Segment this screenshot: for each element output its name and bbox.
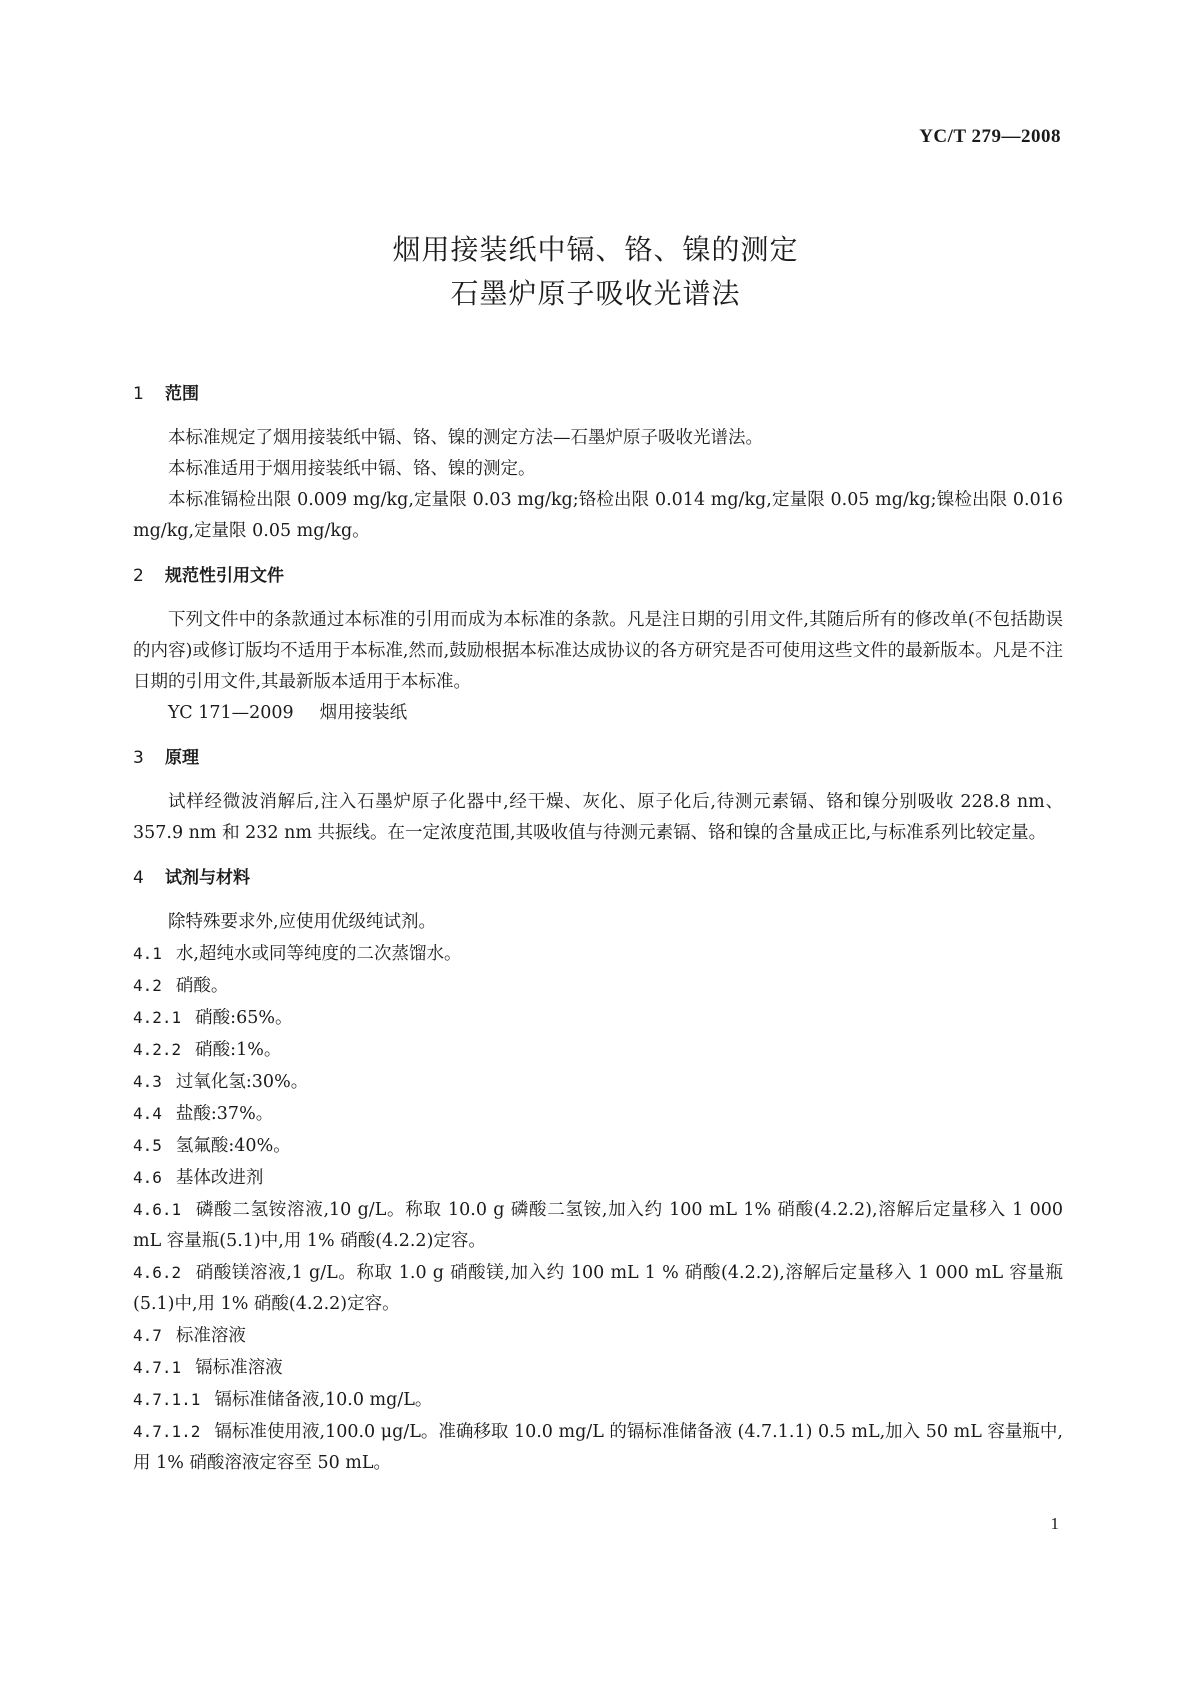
paragraph: 本标准规定了烟用接装纸中镉、铬、镍的测定方法—石墨炉原子吸收光谱法。 [168,428,763,448]
document-title [0,228,1191,316]
section-number: 2 [133,566,144,586]
paragraph: 试样经微波消解后,注入石墨炉原子化器中,经干燥、灰化、原子化后,待测元素镉、铬和镍分别吸收 228.8 nm、357.9 nm 和 232 nm 共振线。在一定浓度范围,其吸收值与待测元素镉、铬和镍的含量成正比,与标准系列比较定量。 [133,792,1063,843]
clause-list [133,938,1063,1479]
paragraph: 下列文件中的条款通过本标准的引用而成为本标准的条款。凡是注日期的引用文件,其随后所有的修改单(不包括勘误的内容)或修订版均不适用于本标准,然而,鼓励根据本标准达成协议的各方研究是否可使用这些文件的最新版本。凡是不注日期的引用文件,其最新版本适用于本标准。 [133,610,1063,692]
clause-number: 4.7.1.2 [133,1422,201,1441]
clause-text: 硝酸镁溶液,1 g/L。称取 1.0 g 硝酸镁,加入约 100 mL 1 % 硝酸(4.2.2),溶解后定量移入 1 000 mL 容量瓶(5.1)中,用 1% 硝酸(4.2.2)定容。 [133,1263,1063,1314]
section-heading-3 [133,743,1063,773]
clause-number: 4.7 [133,1326,162,1345]
paragraph: 除特殊要求外,应使用优级纯试剂。 [168,912,437,932]
reference-code: YC 171—2009 [168,703,294,723]
clause-item [133,1257,1063,1320]
clause-number: 4.4 [133,1104,162,1123]
clause-text: 镉标准使用液,100.0 μg/L。准确移取 10.0 mg/L 的镉标准储备液 (4.7.1.1) 0.5 mL,加入 50 mL 容量瓶中,用 1% 硝酸溶液定容至 50 mL。 [133,1422,1063,1473]
clause-text: 硝酸:65%。 [195,1008,293,1028]
section-title: 范围 [165,384,199,404]
clause-number: 4.2 [133,976,162,995]
clause-item [133,1066,1063,1098]
clause-text: 磷酸二氢铵溶液,10 g/L。称取 10.0 g 磷酸二氢铵,加入约 100 mL 1% 硝酸(4.2.2),溶解后定量移入 1 000 mL 容量瓶(5.1)中,用 1% 硝酸(4.2.2)定容。 [133,1200,1063,1251]
section-heading-4 [133,863,1063,893]
clause-number: 4.6.2 [133,1263,182,1282]
document-body [133,375,1063,1479]
clause-item [133,1320,1063,1352]
clause-item [133,970,1063,1002]
reference-title: 烟用接装纸 [319,703,408,723]
clause-text: 基体改进剂 [175,1168,264,1188]
clause-number: 4.6.1 [133,1200,182,1219]
clause-text: 镉标准储备液,10.0 mg/L。 [214,1390,433,1410]
section-heading-1 [133,379,1063,409]
clause-number: 4.6 [133,1168,162,1187]
section-title: 试剂与材料 [165,868,250,888]
title-line-1: 烟用接装纸中镉、铬、镍的测定 [392,233,799,266]
clause-number: 4.3 [133,1072,162,1091]
clause-item [133,1034,1063,1066]
section-number: 3 [133,748,144,768]
clause-number: 4.5 [133,1136,162,1155]
clause-item [133,1162,1063,1194]
clause-item [133,1098,1063,1130]
clause-item [133,938,1063,970]
paragraph: 本标准适用于烟用接装纸中镉、铬、镍的测定。 [168,459,536,479]
clause-item [133,1384,1063,1416]
section-title: 原理 [165,748,199,768]
section-heading-2 [133,561,1063,591]
normative-reference [133,698,1063,729]
clause-number: 4.2.2 [133,1040,182,1059]
clause-text: 盐酸:37%。 [175,1104,274,1124]
standard-code: YC/T 279—2008 [919,126,1061,147]
clause-item [133,1416,1063,1479]
clause-number: 4.7.1.1 [133,1390,201,1409]
clause-item [133,1002,1063,1034]
clause-text: 水,超纯水或同等纯度的二次蒸馏水。 [175,944,462,964]
paragraph: 本标准镉检出限 0.009 mg/kg,定量限 0.03 mg/kg;铬检出限 0.014 mg/kg,定量限 0.05 mg/kg;镍检出限 0.016 mg/kg,定量限 0.05 mg/kg。 [133,490,1063,541]
clause-text: 过氧化氢:30%。 [175,1072,309,1092]
clause-number: 4.7.1 [133,1358,182,1377]
clause-item [133,1194,1063,1257]
clause-text: 硝酸。 [175,976,229,996]
clause-number: 4.1 [133,944,162,963]
title-line-2: 石墨炉原子吸收光谱法 [450,277,741,310]
clause-text: 标准溶液 [175,1326,246,1346]
clause-text: 硝酸:1%。 [195,1040,282,1060]
section-number: 4 [133,868,144,888]
page-number: 1 [1050,1514,1059,1533]
clause-text: 氢氟酸:40%。 [175,1136,291,1156]
clause-item [133,1352,1063,1384]
clause-item [133,1130,1063,1162]
section-number: 1 [133,384,144,404]
section-title: 规范性引用文件 [165,566,284,586]
clause-text: 镉标准溶液 [195,1358,283,1378]
clause-number: 4.2.1 [133,1008,182,1027]
